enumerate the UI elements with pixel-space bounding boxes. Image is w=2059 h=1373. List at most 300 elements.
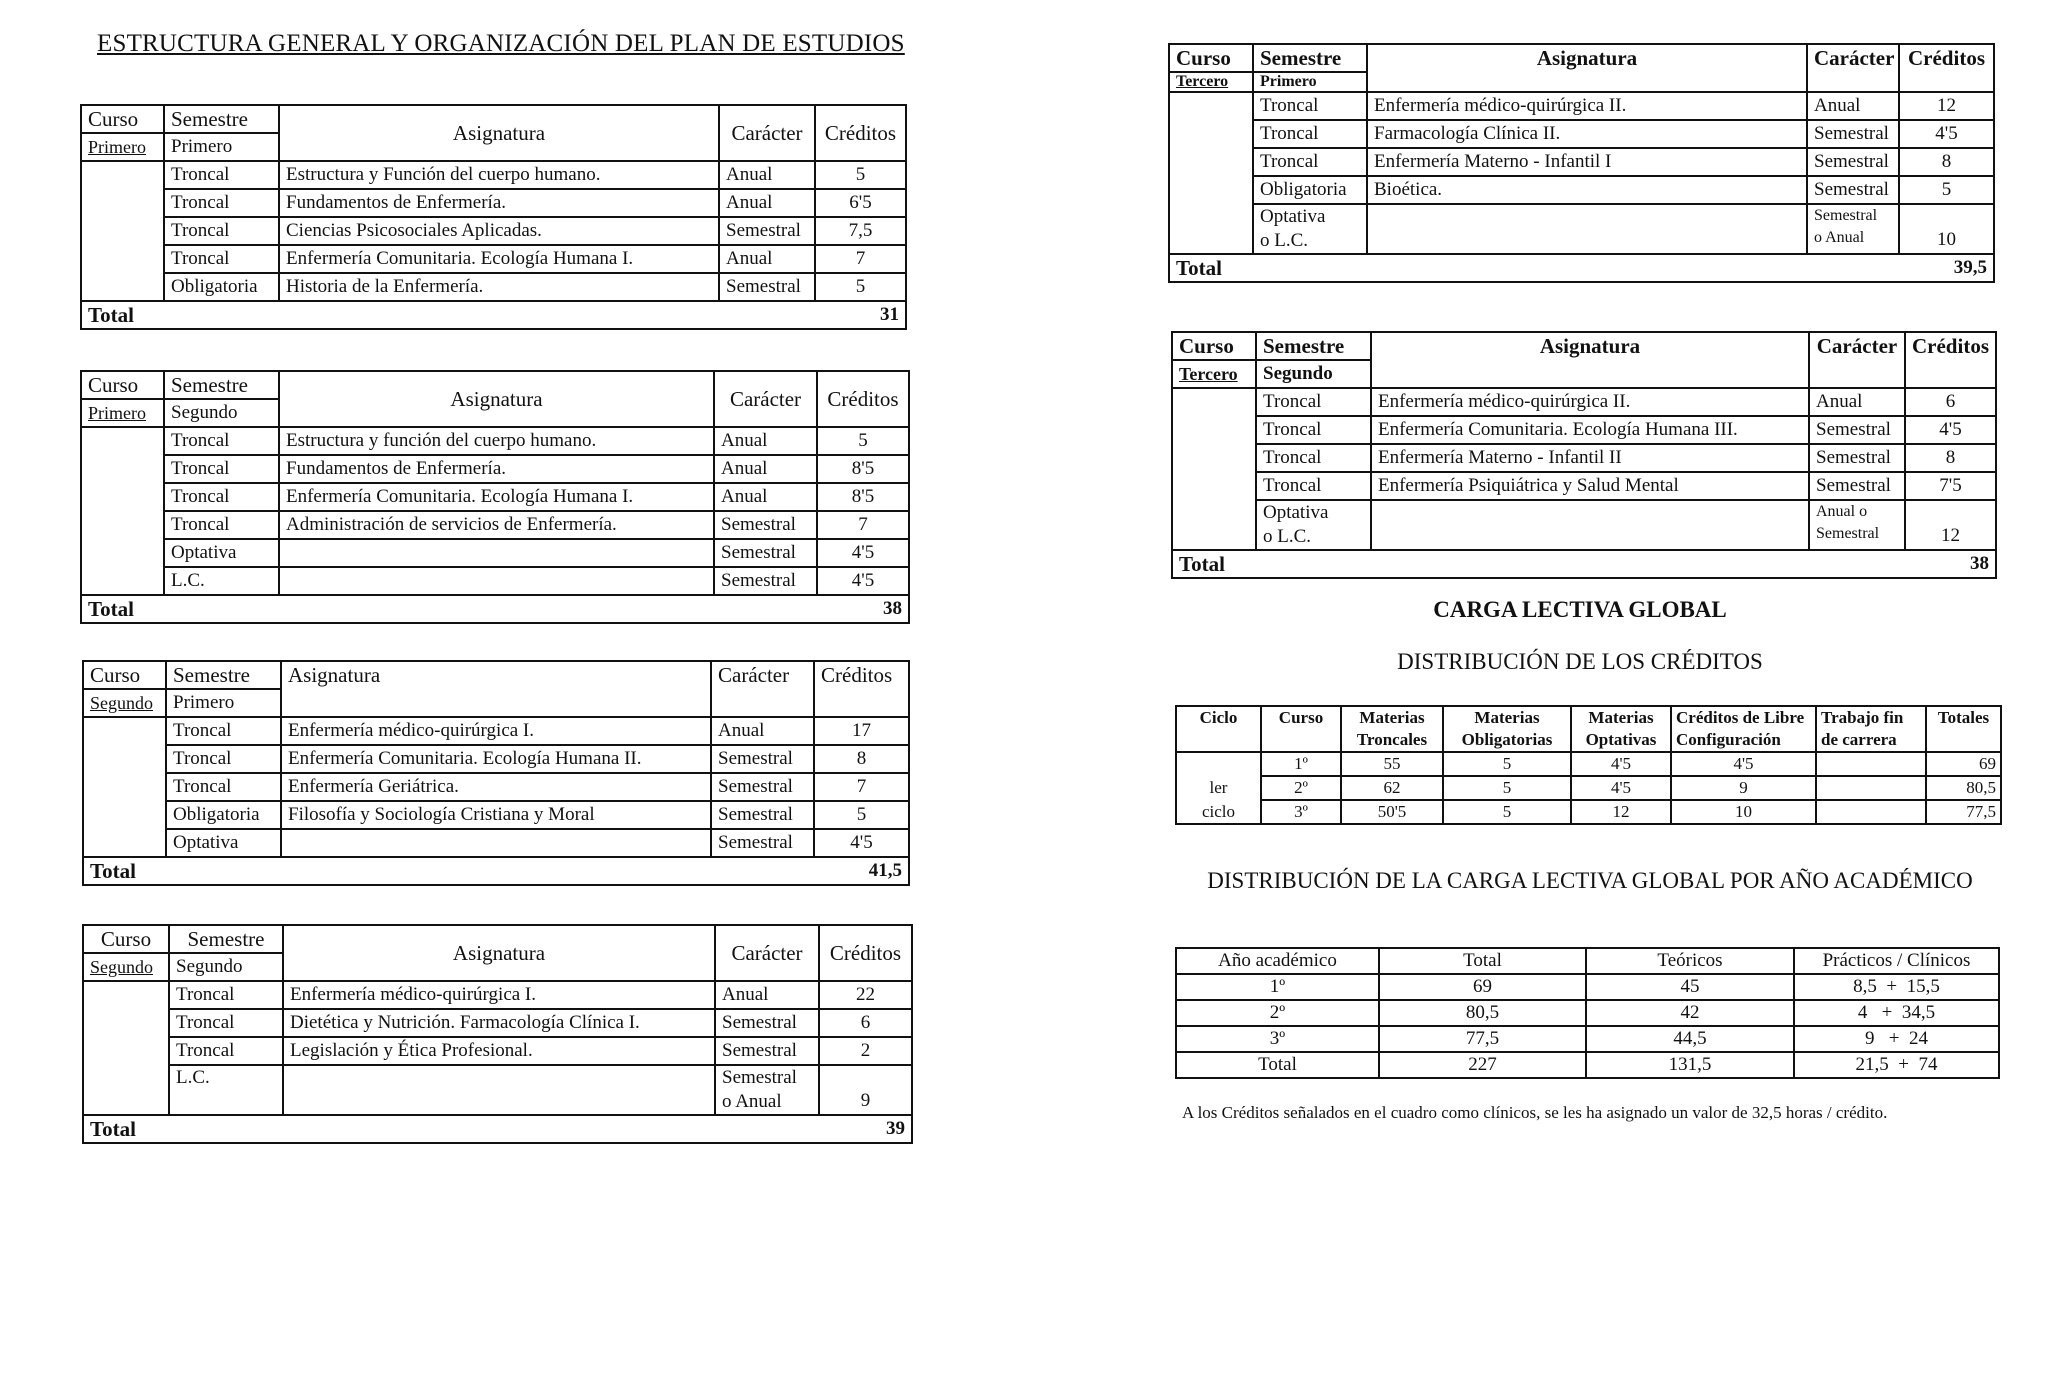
caracter-cell: Semestral: [719, 273, 815, 301]
table-row: [83, 981, 912, 1009]
table-row: [81, 273, 906, 301]
dist-header-troncales: [1341, 706, 1443, 752]
table-row: [83, 1009, 912, 1037]
creditos-cell: 7: [814, 773, 909, 801]
tipo-cell: Obligatoria: [166, 801, 281, 829]
table-row: [81, 161, 906, 189]
header-semestre: Semestre: [1253, 44, 1367, 72]
year-teoricos-cell: 45: [1586, 974, 1794, 1000]
table-row: [83, 1037, 912, 1065]
carga-lectiva-title: CARGA LECTIVA GLOBAL: [1433, 597, 1727, 622]
tipo-cell: Troncal: [1256, 444, 1371, 472]
total-value: 39,5: [1899, 254, 1994, 282]
year-anio-cell: Total: [1176, 1052, 1379, 1078]
tipo-cell: Troncal: [164, 161, 279, 189]
asignatura-cell: Filosofía y Sociología Cristiana y Moral: [281, 801, 711, 829]
tipo-cell: Troncal: [164, 217, 279, 245]
year-teoricos-cell: 131,5: [1586, 1052, 1794, 1078]
total-value: 39: [819, 1115, 912, 1143]
asignatura-cell: Enfermería Psiquiátrica y Salud Mental: [1371, 472, 1809, 500]
caracter-cell: Semestral: [1809, 444, 1905, 472]
total-value: 31: [815, 301, 906, 329]
tipo-cell: Troncal: [1253, 148, 1367, 176]
table-row: [1176, 1026, 1999, 1052]
dist-header-optativas: [1571, 706, 1671, 752]
semestre-value: Segundo: [169, 953, 283, 981]
total-label: Total: [81, 595, 817, 623]
semestre-value: Segundo: [164, 399, 279, 427]
creditos-cell: 17: [814, 717, 909, 745]
plan-table-tercero-primero: [1168, 43, 1995, 283]
year-total-cell: 69: [1379, 974, 1586, 1000]
asignatura-cell: Enfermería Comunitaria. Ecología Humana I.: [279, 245, 719, 273]
asignatura-cell: [279, 567, 714, 595]
table-row: [81, 539, 909, 567]
caracter-cell: Semestral: [714, 511, 817, 539]
asignatura-cell: Enfermería médico-quirúrgica I.: [283, 981, 715, 1009]
dist-header-totales-text: Totales: [1937, 708, 1990, 727]
caracter-line-1: Semestral: [722, 1067, 797, 1088]
caracter-cell: Semestral: [711, 829, 814, 857]
caracter-cell: Anual: [711, 717, 814, 745]
header-asignatura: Asignatura: [281, 661, 711, 717]
year-teoricos-cell: 44,5: [1586, 1026, 1794, 1052]
creditos-cell: 22: [819, 981, 912, 1009]
creditos-cell: 8: [1899, 148, 1994, 176]
header-semestre: Semestre: [164, 371, 279, 399]
ciclo-cell: ler: [1176, 776, 1261, 800]
creditos-cell: 7'5: [1905, 472, 1996, 500]
header-creditos: Créditos: [814, 661, 909, 717]
asignatura-cell: Administración de servicios de Enfermería.: [279, 511, 714, 539]
tipo-cell: Troncal: [166, 773, 281, 801]
table-row: [83, 773, 909, 801]
tipo-cell: Troncal: [164, 189, 279, 217]
header-asignatura: Asignatura: [279, 105, 719, 161]
creditos-cell: 12: [1905, 500, 1996, 550]
header-creditos: Créditos: [1905, 332, 1996, 388]
asignatura-cell: Enfermería Materno - Infantil I: [1367, 148, 1807, 176]
dist-curso-cell: 1º: [1261, 752, 1341, 776]
dist-trabajo-cell: [1816, 752, 1926, 776]
tipo-line-1: Optativa: [1263, 502, 1329, 523]
asignatura-cell: [283, 1065, 715, 1115]
caracter-cell: Semestral: [715, 1037, 819, 1065]
asignatura-cell: Enfermería Materno - Infantil II: [1371, 444, 1809, 472]
creditos-cell: 6'5: [815, 189, 906, 217]
header-semestre: Semestre: [169, 925, 283, 953]
caracter-cell: Semestral: [1809, 416, 1905, 444]
header-curso: Curso: [83, 661, 166, 689]
plan-table-primero-primero: [80, 104, 907, 330]
header-curso: Curso: [83, 925, 169, 953]
dist-header-curso-text: Curso: [1278, 708, 1324, 727]
total-label: Total: [83, 1115, 819, 1143]
creditos-cell: 4'5: [817, 567, 909, 595]
caracter-cell: Semestral: [711, 773, 814, 801]
total-row: [83, 1115, 912, 1143]
creditos-cell: 5: [817, 427, 909, 455]
creditos-cell: 7: [817, 511, 909, 539]
dist-trabajo-cell: [1816, 800, 1926, 824]
total-row: [1172, 550, 1996, 578]
header-creditos: Créditos: [817, 371, 909, 427]
total-row: [81, 301, 906, 329]
year-anio-cell: 1º: [1176, 974, 1379, 1000]
curso-value: Segundo: [83, 689, 166, 717]
caracter-cell: [1809, 500, 1905, 550]
tipo-cell: [1253, 204, 1367, 254]
asignatura-cell: Fundamentos de Enfermería.: [279, 189, 719, 217]
asignatura-cell: Enfermería médico-quirúrgica I.: [281, 717, 711, 745]
tipo-cell: Troncal: [1253, 92, 1367, 120]
tipo-cell: Troncal: [164, 511, 279, 539]
dist-totales-cell: 80,5: [1926, 776, 2001, 800]
dist-libre-cell: 10: [1671, 800, 1816, 824]
dist-header-libre: [1671, 706, 1816, 752]
asignatura-cell: Enfermería médico-quirúrgica II.: [1371, 388, 1809, 416]
caracter-cell: Anual: [714, 427, 817, 455]
dist-header-ciclo-text: Ciclo: [1199, 708, 1238, 727]
creditos-cell: 4'5: [1899, 120, 1994, 148]
header-semestre: Semestre: [1256, 332, 1371, 360]
table-row: [81, 427, 909, 455]
table-row: [81, 567, 909, 595]
caracter-cell: Semestral: [714, 567, 817, 595]
carga-anual-table: [1175, 947, 2000, 1079]
curso-value: Tercero: [1172, 360, 1256, 388]
asignatura-cell: [279, 539, 714, 567]
creditos-cell: 6: [1905, 388, 1996, 416]
dist-optativas-cell: 4'5: [1571, 776, 1671, 800]
asignatura-cell: [1367, 204, 1807, 254]
semestre-value: Primero: [166, 689, 281, 717]
total-value: 38: [817, 595, 909, 623]
dist-troncales-cell: 62: [1341, 776, 1443, 800]
header-creditos: Créditos: [819, 925, 912, 981]
creditos-cell: 5: [815, 273, 906, 301]
creditos-cell: 8'5: [817, 483, 909, 511]
header-caracter: Carácter: [715, 925, 819, 981]
table-row: [1169, 148, 1994, 176]
table-row: [83, 717, 909, 745]
table-row: [81, 483, 909, 511]
header-semestre: Semestre: [164, 105, 279, 133]
dist-curso-cell: 3º: [1261, 800, 1341, 824]
asignatura-cell: Enfermería Geriátrica.: [281, 773, 711, 801]
table-row: [1176, 752, 2001, 776]
table-row: [1172, 416, 1996, 444]
dist-obligatorias-cell: 5: [1443, 752, 1571, 776]
tipo-cell: Obligatoria: [164, 273, 279, 301]
header-curso: Curso: [1172, 332, 1256, 360]
dist-libre-cell: 9: [1671, 776, 1816, 800]
caracter-cell: Anual: [715, 981, 819, 1009]
table-row: [83, 801, 909, 829]
caracter-line-1: Semestral: [1814, 207, 1878, 224]
caracter-cell: Semestral: [711, 745, 814, 773]
table-row: [1169, 204, 1994, 254]
curso-blank-cell: [83, 717, 166, 857]
tipo-cell: Troncal: [164, 455, 279, 483]
caracter-line-2: o Anual: [722, 1091, 782, 1112]
dist-header-obligatorias: [1443, 706, 1571, 752]
caracter-cell: Anual: [719, 245, 815, 273]
table-row: [1172, 500, 1996, 550]
curso-value: Primero: [81, 399, 164, 427]
creditos-cell: 4'5: [817, 539, 909, 567]
year-header-anio: Año académico: [1176, 948, 1379, 974]
total-row: [81, 595, 909, 623]
table-row: [81, 511, 909, 539]
year-teoricos-cell: 42: [1586, 1000, 1794, 1026]
tipo-cell: Optativa: [164, 539, 279, 567]
tipo-cell: L.C.: [169, 1065, 283, 1115]
header-curso: Curso: [81, 371, 164, 399]
plan-table-tercero-segundo: [1171, 331, 1997, 579]
dist-header-trabajo: [1816, 706, 1926, 752]
header-caracter: Carácter: [1809, 332, 1905, 388]
caracter-cell: Semestral: [711, 801, 814, 829]
dist-optativas-cell: 12: [1571, 800, 1671, 824]
tipo-line-1: Optativa: [1260, 206, 1326, 227]
tipo-cell: Troncal: [166, 717, 281, 745]
table-row: [1169, 120, 1994, 148]
total-label: Total: [81, 301, 815, 329]
asignatura-cell: Dietética y Nutrición. Farmacología Clínica I.: [283, 1009, 715, 1037]
header-caracter: Carácter: [714, 371, 817, 427]
table-row: [1176, 974, 1999, 1000]
dist-header-trabajo-l2: de carrera: [1821, 730, 1897, 749]
dist-header-trabajo-l1: Trabajo fin: [1821, 708, 1904, 727]
caracter-cell: Anual: [719, 161, 815, 189]
caracter-line-2: o Anual: [1814, 229, 1865, 246]
dist-header-obligatorias-l1: Materias: [1474, 708, 1540, 727]
table-row: [83, 1065, 912, 1115]
table-row: [1176, 776, 2001, 800]
tipo-line-2: o L.C.: [1263, 526, 1312, 547]
table-row: [1176, 800, 2001, 824]
caracter-line-1: Anual o: [1816, 503, 1868, 520]
asignatura-cell: Estructura y Función del cuerpo humano.: [279, 161, 719, 189]
caracter-cell: Semestral: [1807, 148, 1899, 176]
caracter-cell: Semestral: [714, 539, 817, 567]
asignatura-cell: Enfermería Comunitaria. Ecología Humana II.: [281, 745, 711, 773]
dist-header-libre-l2: Configuración: [1676, 730, 1781, 749]
year-header-practicos: Prácticos / Clínicos: [1794, 948, 1999, 974]
asignatura-cell: Fundamentos de Enfermería.: [279, 455, 714, 483]
dist-header-libre-l1: Créditos de Libre: [1676, 708, 1805, 727]
creditos-cell: 6: [819, 1009, 912, 1037]
total-label: Total: [1169, 254, 1899, 282]
creditos-cell: 8: [1905, 444, 1996, 472]
header-caracter: Carácter: [711, 661, 814, 717]
year-anio-cell: 3º: [1176, 1026, 1379, 1052]
caracter-cell: Anual: [1809, 388, 1905, 416]
creditos-cell: 5: [814, 801, 909, 829]
dist-curso-cell: 2º: [1261, 776, 1341, 800]
asignatura-cell: Ciencias Psicosociales Aplicadas.: [279, 217, 719, 245]
total-label: Total: [83, 857, 814, 885]
table-row: [1176, 1000, 1999, 1026]
curso-blank-cell: [81, 427, 164, 595]
tipo-cell: Troncal: [164, 427, 279, 455]
header-curso: Curso: [1169, 44, 1253, 72]
tipo-cell: Optativa: [166, 829, 281, 857]
tipo-cell: Troncal: [169, 1009, 283, 1037]
dist-header-optativas-l2: Optativas: [1585, 730, 1657, 749]
semestre-value: Segundo: [1256, 360, 1371, 388]
dist-optativas-cell: 4'5: [1571, 752, 1671, 776]
table-row: [1176, 1052, 1999, 1078]
creditos-cell: 8: [814, 745, 909, 773]
plan-table-segundo-segundo: [82, 924, 913, 1144]
dist-obligatorias-cell: 5: [1443, 776, 1571, 800]
table-row: [81, 455, 909, 483]
page-title: ESTRUCTURA GENERAL Y ORGANIZACIÓN DEL PLAN DE ESTUDIOS: [97, 30, 905, 57]
caracter-cell: [1807, 204, 1899, 254]
creditos-cell: 10: [1899, 204, 1994, 254]
curso-value: Primero: [81, 133, 164, 161]
distribucion-creditos-table: [1175, 705, 2002, 825]
creditos-cell: 4'5: [1905, 416, 1996, 444]
creditos-cell: 8'5: [817, 455, 909, 483]
header-caracter: Carácter: [1807, 44, 1899, 92]
caracter-cell: Semestral: [1809, 472, 1905, 500]
semestre-value: Primero: [164, 133, 279, 161]
header-caracter: Carácter: [719, 105, 815, 161]
caracter-cell: Anual: [1807, 92, 1899, 120]
caracter-cell: Semestral: [1807, 120, 1899, 148]
year-total-cell: 80,5: [1379, 1000, 1586, 1026]
curso-value: Tercero: [1169, 72, 1253, 92]
creditos-cell: 9: [819, 1065, 912, 1115]
dist-troncales-cell: 55: [1341, 752, 1443, 776]
semestre-value: Primero: [1253, 72, 1367, 92]
tipo-cell: Troncal: [169, 1037, 283, 1065]
curso-blank-cell: [1172, 388, 1256, 550]
dist-totales-cell: 77,5: [1926, 800, 2001, 824]
table-row: [83, 829, 909, 857]
creditos-cell: 2: [819, 1037, 912, 1065]
caracter-cell: Anual: [714, 455, 817, 483]
table-row: [81, 245, 906, 273]
curso-value: Segundo: [83, 953, 169, 981]
caracter-cell: Semestral: [715, 1009, 819, 1037]
header-asignatura: Asignatura: [1367, 44, 1807, 92]
asignatura-cell: Enfermería Comunitaria. Ecología Humana III.: [1371, 416, 1809, 444]
clinical-credits-note: A los Créditos señalados en el cuadro como clínicos, se les ha asignado un valor de 32,5 horas / crédito.: [1182, 1103, 1888, 1122]
tipo-cell: Troncal: [169, 981, 283, 1009]
table-row: [81, 189, 906, 217]
asignatura-cell: Bioética.: [1367, 176, 1807, 204]
dist-header-ciclo: [1176, 706, 1261, 752]
year-header-teoricos: Teóricos: [1586, 948, 1794, 974]
dist-header-totales: [1926, 706, 2001, 752]
tipo-cell: Troncal: [1256, 388, 1371, 416]
tipo-line-2: o L.C.: [1260, 230, 1309, 251]
asignatura-cell: [281, 829, 711, 857]
total-label: Total: [1172, 550, 1905, 578]
year-practicos-cell: 4 + 34,5: [1794, 1000, 1999, 1026]
creditos-cell: 5: [815, 161, 906, 189]
table-row: [1169, 176, 1994, 204]
header-asignatura: Asignatura: [279, 371, 714, 427]
table-row: [1169, 92, 1994, 120]
asignatura-cell: Enfermería Comunitaria. Ecología Humana I.: [279, 483, 714, 511]
creditos-cell: 7: [815, 245, 906, 273]
plan-table-segundo-primero: [82, 660, 910, 886]
asignatura-cell: Farmacología Clínica II.: [1367, 120, 1807, 148]
header-asignatura: Asignatura: [283, 925, 715, 981]
caracter-line-2: Semestral: [1816, 525, 1880, 542]
curso-blank-cell: [83, 981, 169, 1115]
creditos-cell: 5: [1899, 176, 1994, 204]
year-practicos-cell: 9 + 24: [1794, 1026, 1999, 1052]
dist-header-optativas-l1: Materias: [1588, 708, 1654, 727]
header-creditos: Créditos: [815, 105, 906, 161]
dist-header-troncales-l1: Materias: [1359, 708, 1425, 727]
curso-blank-cell: [1169, 92, 1253, 254]
caracter-cell: Semestral: [719, 217, 815, 245]
dist-libre-cell: 4'5: [1671, 752, 1816, 776]
tipo-cell: L.C.: [164, 567, 279, 595]
plan-table-primero-segundo: [80, 370, 910, 624]
tipo-cell: Troncal: [1256, 416, 1371, 444]
total-row: [1169, 254, 1994, 282]
asignatura-cell: Legislación y Ética Profesional.: [283, 1037, 715, 1065]
table-row: [1172, 472, 1996, 500]
asignatura-cell: Estructura y función del cuerpo humano.: [279, 427, 714, 455]
total-value: 41,5: [814, 857, 909, 885]
dist-trabajo-cell: [1816, 776, 1926, 800]
creditos-cell: 4'5: [814, 829, 909, 857]
year-total-cell: 77,5: [1379, 1026, 1586, 1052]
asignatura-cell: Historia de la Enfermería.: [279, 273, 719, 301]
year-total-cell: 227: [1379, 1052, 1586, 1078]
dist-totales-cell: 69: [1926, 752, 2001, 776]
tipo-cell: [1256, 500, 1371, 550]
creditos-cell: 12: [1899, 92, 1994, 120]
ciclo-cell: [1176, 752, 1261, 776]
tipo-cell: Troncal: [166, 745, 281, 773]
caracter-cell: Semestral: [1807, 176, 1899, 204]
asignatura-cell: Enfermería médico-quirúrgica II.: [1367, 92, 1807, 120]
year-anio-cell: 2º: [1176, 1000, 1379, 1026]
dist-header-curso: [1261, 706, 1341, 752]
curso-blank-cell: [81, 161, 164, 301]
tipo-cell: Obligatoria: [1253, 176, 1367, 204]
table-row: [83, 745, 909, 773]
tipo-cell: Troncal: [1256, 472, 1371, 500]
dist-header-troncales-l2: Troncales: [1356, 730, 1428, 749]
year-practicos-cell: 21,5 + 74: [1794, 1052, 1999, 1078]
tipo-cell: Troncal: [164, 483, 279, 511]
tipo-cell: Troncal: [1253, 120, 1367, 148]
total-value: 38: [1905, 550, 1996, 578]
tipo-cell: Troncal: [164, 245, 279, 273]
creditos-cell: 7,5: [815, 217, 906, 245]
year-practicos-cell: 8,5 + 15,5: [1794, 974, 1999, 1000]
ciclo-cell: ciclo: [1176, 800, 1261, 824]
distribucion-anual-title: DISTRIBUCIÓN DE LA CARGA LECTIVA GLOBAL POR AÑO ACADÉMICO: [1207, 868, 1973, 893]
table-row: [81, 217, 906, 245]
header-creditos: Créditos: [1899, 44, 1994, 92]
asignatura-cell: [1371, 500, 1809, 550]
distribucion-creditos-title: DISTRIBUCIÓN DE LOS CRÉDITOS: [1397, 649, 1763, 674]
header-semestre: Semestre: [166, 661, 281, 689]
year-header-total: Total: [1379, 948, 1586, 974]
